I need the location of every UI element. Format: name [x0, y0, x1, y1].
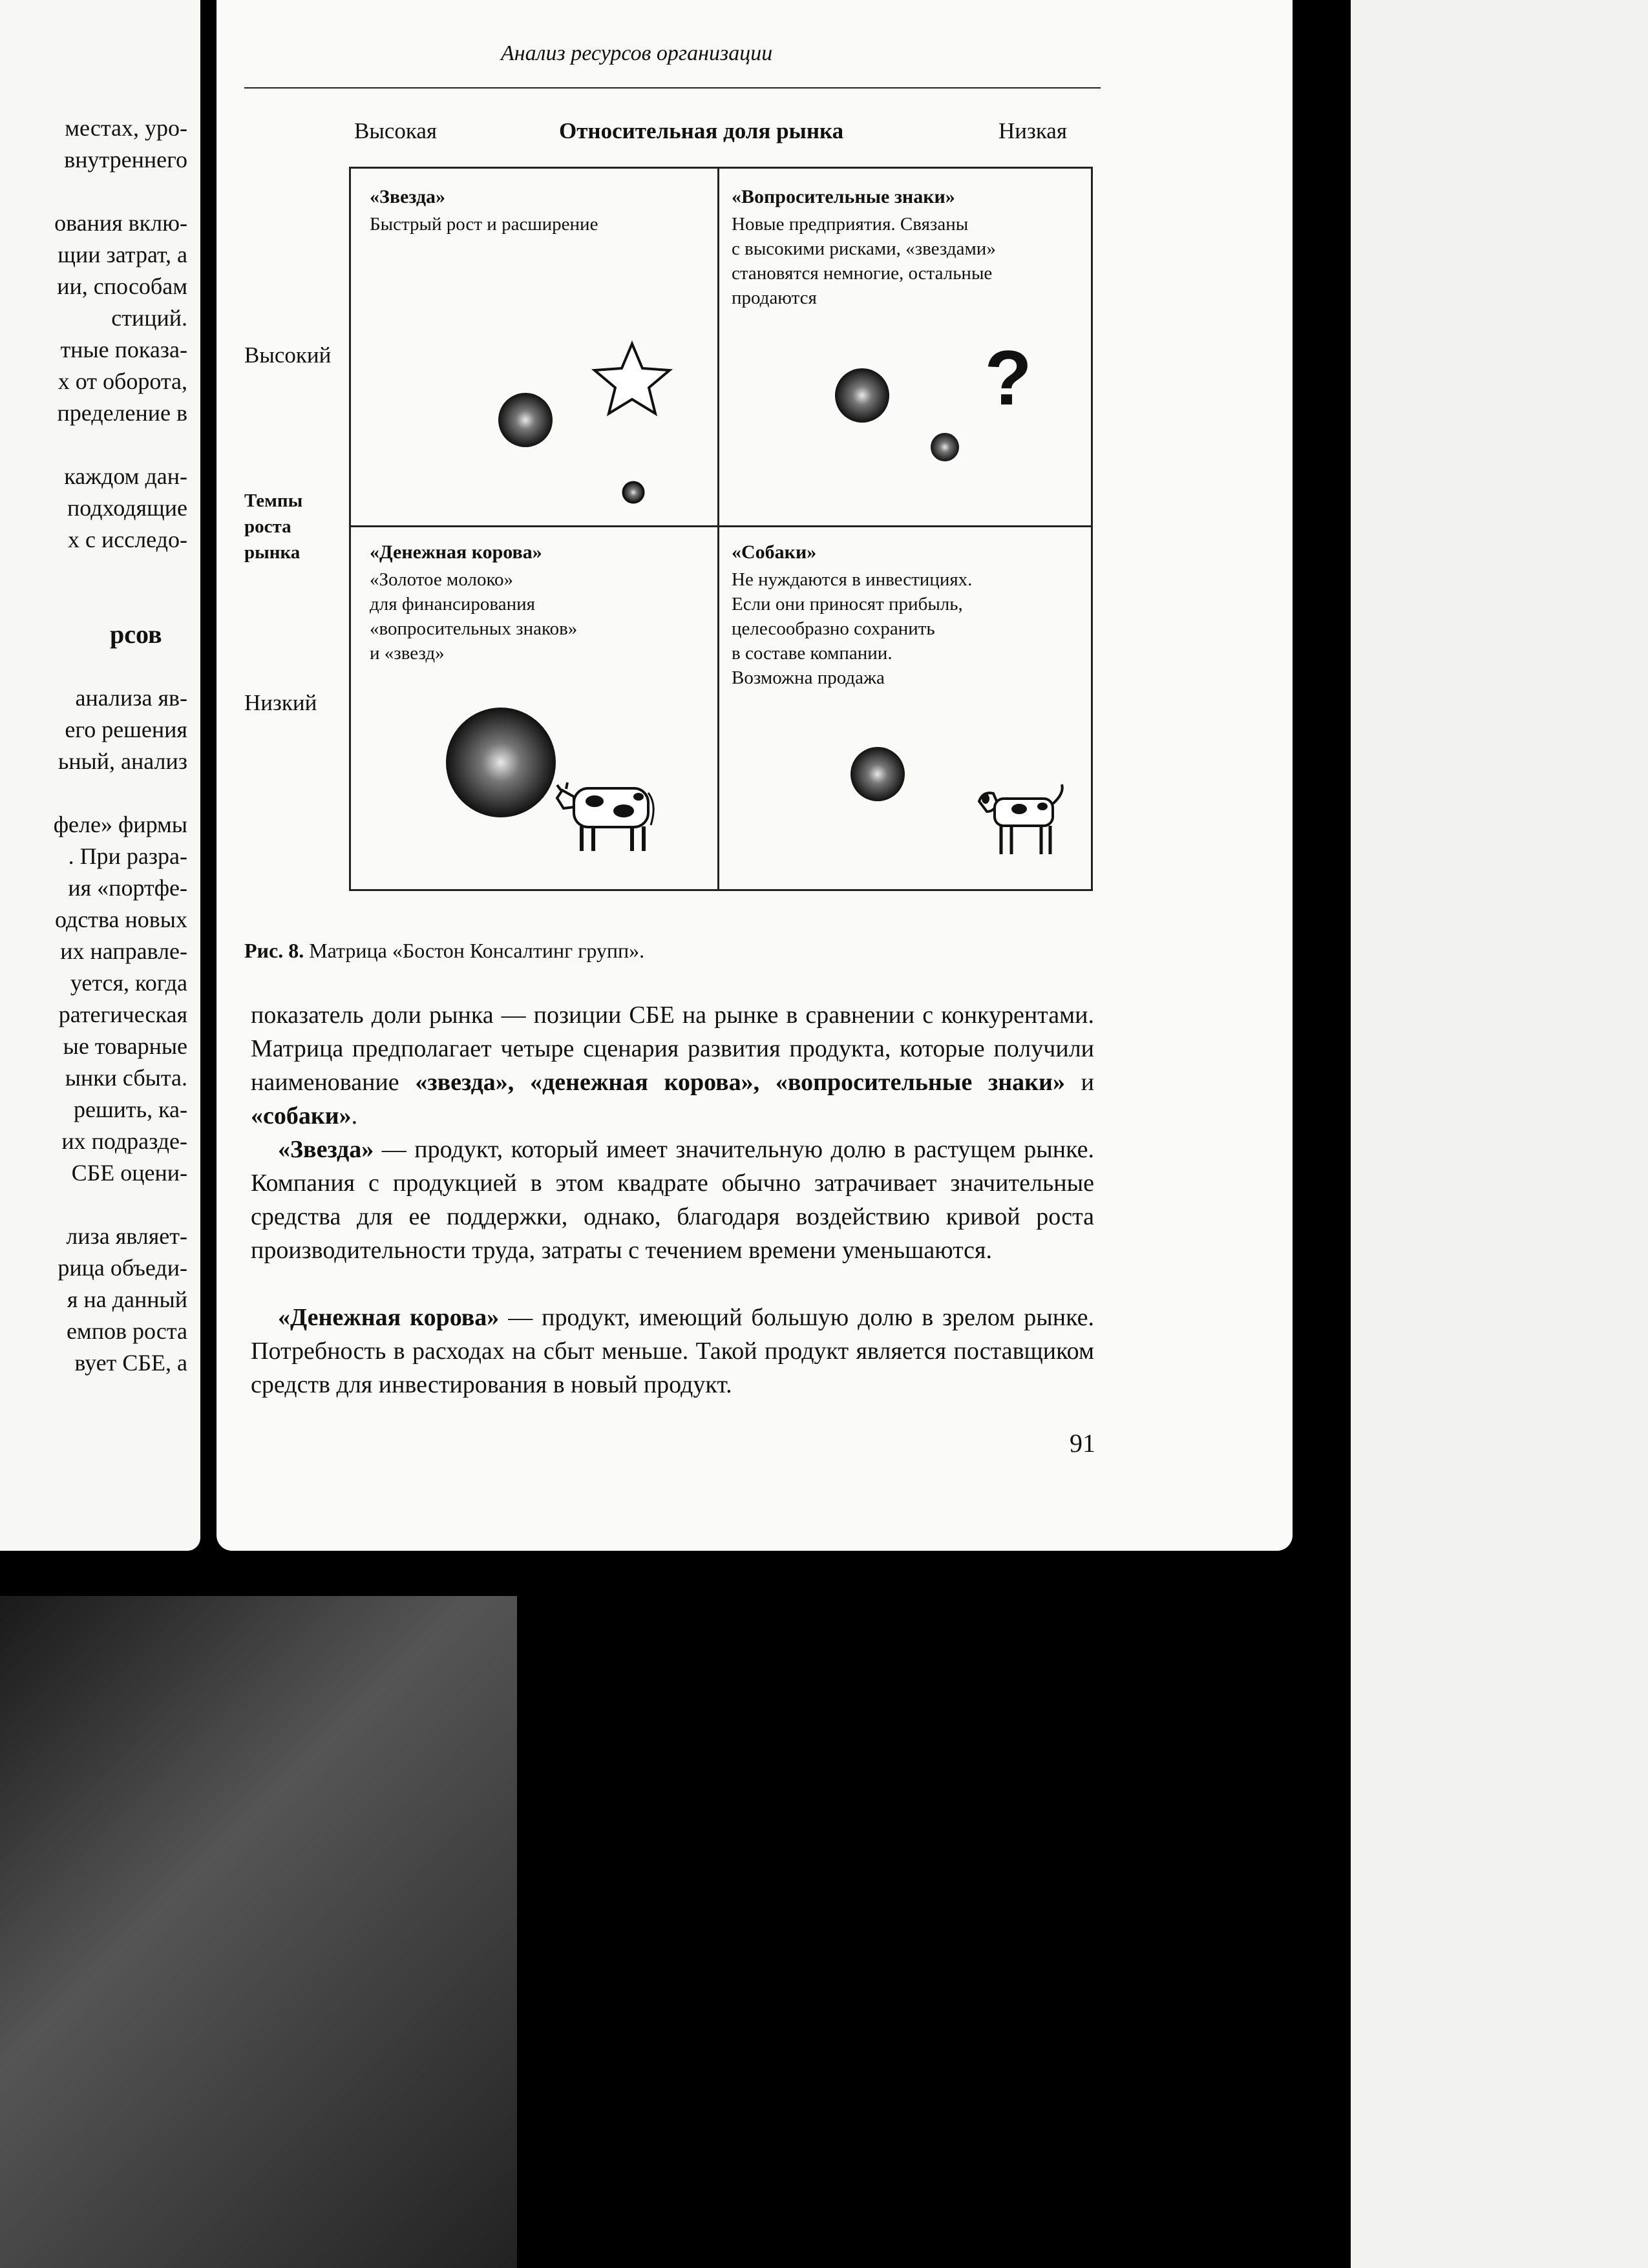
running-head: Анализ ресурсов организации — [501, 41, 773, 65]
left-page-line: каждом дан- — [64, 463, 187, 489]
left-page-line: рица объеди- — [58, 1255, 187, 1281]
small-ball-icon — [623, 482, 644, 503]
left-page-line: ия «портфе- — [68, 875, 187, 901]
left-page-line: х с исследо- — [68, 527, 187, 552]
left-page-line: х от оборота, — [58, 368, 187, 394]
quadrant-text-line: и «звезд» — [370, 643, 445, 664]
left-page-line: анализа яв- — [75, 685, 187, 711]
left-page-line: местах, уро- — [65, 115, 187, 141]
left-page-line: его решения — [65, 717, 187, 742]
cash-cow-ball-icon — [446, 708, 556, 817]
quadrant-text-line: Если они приносят прибыль, — [732, 594, 963, 614]
y-axis-title-line: Темпы — [244, 490, 303, 511]
bold-term: «Звезда» — [278, 1136, 374, 1163]
bold-term: «Денежная корова» — [278, 1304, 500, 1331]
y-axis-title-line: рынка — [244, 542, 301, 563]
left-page-line: СБЕ оцени- — [71, 1160, 187, 1186]
quadrant-dog-title: «Собаки» — [732, 541, 817, 563]
left-page-line: пределение в — [57, 400, 187, 426]
left-page-line: одства новых — [55, 907, 187, 932]
y-axis-title-line: роста — [244, 516, 291, 537]
caption-label: Рис. 8. — [244, 939, 304, 962]
left-page-line: лиза являет- — [66, 1223, 187, 1249]
quadrant-question-title: «Вопросительные знаки» — [732, 186, 955, 207]
left-page-line: их подразде- — [61, 1128, 187, 1154]
scan-shadow — [0, 1596, 517, 2268]
paragraph — [251, 998, 1094, 1133]
question-mark-icon: ? — [984, 335, 1032, 421]
quadrant-text-line: в составе компании. — [732, 643, 893, 664]
matrix-illustrations — [0, 0, 1648, 905]
left-page-line: подходящие — [67, 495, 187, 521]
x-axis-left-label: Высокая — [354, 118, 438, 143]
left-page-line: ьный, анализ — [58, 748, 187, 774]
quadrant-text-line: Не нуждаются в инвестициях. — [732, 569, 973, 590]
text-run: и — [1064, 1069, 1094, 1096]
left-page-line: вует СБЕ, а — [74, 1350, 187, 1376]
left-page-line: уется, когда — [70, 970, 187, 996]
left-page-line: внутреннего — [64, 147, 187, 173]
bold-term: «собаки» — [251, 1102, 352, 1129]
paragraph-star — [251, 1133, 1094, 1267]
cow-icon — [557, 782, 653, 851]
left-page-line: . При разра- — [68, 843, 187, 869]
left-page-line: щии затрат, а — [58, 242, 187, 268]
left-page-line: ратегическая — [58, 1002, 187, 1027]
dog-icon — [979, 784, 1062, 854]
quadrant-cow-title: «Денежная корова» — [370, 541, 542, 563]
quadrant-text-line: становятся немногие, остальные — [732, 263, 993, 284]
quadrant-text-line: продаются — [732, 288, 817, 308]
text-run: . — [351, 1102, 358, 1129]
left-page-line: их направле- — [60, 938, 187, 964]
question-product-ball-icon — [835, 368, 889, 423]
y-axis-low-label: Низкий — [244, 690, 317, 715]
caption-text: Матрица «Бостон Консалтинг групп». — [304, 939, 645, 962]
left-page-line: ии, способам — [57, 273, 187, 299]
left-page-line: тные показа- — [60, 337, 187, 362]
dog-product-ball-icon — [850, 747, 905, 801]
text-run: — продукт, имеющий большую долю в зрелом рынке. Потребность в расходах на сбыт меньше. Такой продукт является поставщиком средств для инвестирования в новый продукт. — [251, 1304, 1095, 1398]
star-product-ball-icon — [498, 393, 553, 447]
left-page-line: емпов роста — [66, 1318, 187, 1344]
x-axis-right-label: Низкая — [998, 118, 1067, 143]
text-run: показатель доли рынка — позиции СБЕ на рынке в сравнении с конкурентами. Матрица предполагает четыре сценария развития продукта, которые получили наименование — [251, 1002, 1094, 1096]
left-page-line: ые товарные — [63, 1033, 187, 1059]
quadrant-text-line: Быстрый рост и расширение — [370, 214, 598, 235]
quadrant-text-line: «вопросительных знаков» — [370, 618, 578, 639]
quadrant-text-line: целесообразно сохранить — [732, 618, 935, 639]
star-icon — [595, 344, 670, 414]
left-page-line: стиций. — [111, 305, 187, 331]
left-page-line: решить, ка- — [73, 1097, 187, 1122]
quadrant-text-line: Новые предприятия. Связаны — [732, 214, 969, 235]
quadrant-text-line: с высокими рисками, «звездами» — [732, 238, 996, 259]
left-page-line: феле» фирмы — [53, 812, 187, 837]
quadrant-text-line: Возможна продажа — [732, 667, 885, 688]
left-page-line: рсов — [110, 620, 162, 649]
left-page-line: я на данный — [67, 1286, 187, 1312]
x-axis-title: Относительная доля рынка — [559, 118, 844, 143]
quadrant-star-title: «Звезда» — [370, 186, 446, 207]
figure-caption — [244, 939, 644, 963]
quadrant-text-line: «Золотое молоко» — [370, 569, 514, 590]
bold-term: «звезда», «денежная корова», «вопросительные знаки» — [415, 1069, 1065, 1096]
left-page-line: ования вклю- — [54, 210, 187, 236]
y-axis-high-label: Высокий — [244, 342, 332, 368]
quadrant-text-line: для финансирования — [370, 594, 535, 614]
small-ball-icon — [931, 433, 959, 461]
left-page-line: ынки сбыта. — [65, 1065, 187, 1091]
page-number: 91 — [1070, 1429, 1095, 1458]
paragraph-cash-cow — [251, 1301, 1094, 1402]
text-run: — продукт, который имеет значительную долю в растущем рынке. Компания с продукцией в этом квадрате обычно затрачивает значительные средства для ее поддержки, однако, благодаря воздействию кривой роста производительности труда, затраты с течением времени уменьшаются. — [251, 1136, 1094, 1264]
